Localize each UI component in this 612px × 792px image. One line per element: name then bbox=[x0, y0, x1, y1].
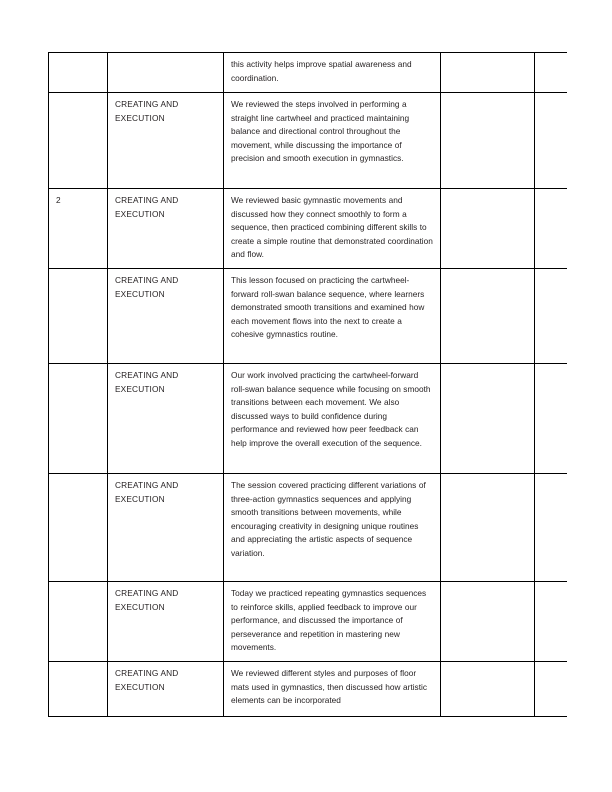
cell-reflection bbox=[441, 93, 535, 189]
cell-reflection bbox=[441, 363, 535, 473]
cell-reflection bbox=[441, 189, 535, 269]
cell-description: Today we practiced repeating gymnastics sequences to reinforce skills, applied feedback to improve our performance, and discussed the importance of perseverance and repetition in mastering new movements. bbox=[224, 581, 441, 661]
cell-strand bbox=[108, 53, 224, 93]
table-body bbox=[49, 53, 567, 717]
cell-week bbox=[49, 53, 108, 93]
cell-week bbox=[49, 93, 108, 189]
cell-reflection bbox=[441, 473, 535, 581]
lesson-record-table bbox=[48, 52, 567, 717]
cell-strand: CREATING AND EXECUTION bbox=[108, 473, 224, 581]
table-row bbox=[49, 53, 567, 93]
cell-strand: CREATING AND EXECUTION bbox=[108, 268, 224, 363]
cell-description: Our work involved practicing the cartwheel-forward roll-swan balance sequence while focusing on smooth transitions between each movement. We also discussed ways to build confidence during performance and reviewed how peer feedback can help improve the overall execution of the sequence. bbox=[224, 363, 441, 473]
cell-week bbox=[49, 473, 108, 581]
cell-reflection bbox=[441, 581, 535, 661]
cell-remarks bbox=[535, 661, 567, 716]
cell-remarks bbox=[535, 473, 567, 581]
cell-description: We reviewed the steps involved in performing a straight line cartwheel and practiced maintaining balance and directional control throughout the movement, while discussing the importance of precision and smooth execution in gymnastics. bbox=[224, 93, 441, 189]
cell-description: We reviewed basic gymnastic movements and discussed how they connect smoothly to form a sequence, then practiced combining different skills to create a simple routine that demonstrated coordination and flow. bbox=[224, 189, 441, 269]
table-row bbox=[49, 581, 567, 661]
cell-reflection bbox=[441, 661, 535, 716]
table-row bbox=[49, 661, 567, 716]
cell-strand: CREATING AND EXECUTION bbox=[108, 363, 224, 473]
cell-week bbox=[49, 268, 108, 363]
cell-strand: CREATING AND EXECUTION bbox=[108, 581, 224, 661]
table-row bbox=[49, 189, 567, 269]
table-row bbox=[49, 473, 567, 581]
cell-description: We reviewed different styles and purposes of floor mats used in gymnastics, then discussed how artistic elements can be incorporated bbox=[224, 661, 441, 716]
cell-week bbox=[49, 581, 108, 661]
cell-week bbox=[49, 363, 108, 473]
cell-strand: CREATING AND EXECUTION bbox=[108, 189, 224, 269]
cell-remarks bbox=[535, 363, 567, 473]
cell-remarks bbox=[535, 268, 567, 363]
cell-remarks bbox=[535, 189, 567, 269]
table-row bbox=[49, 363, 567, 473]
cell-reflection bbox=[441, 53, 535, 93]
table-row bbox=[49, 268, 567, 363]
cell-reflection bbox=[441, 268, 535, 363]
cell-remarks bbox=[535, 581, 567, 661]
cell-strand: CREATING AND EXECUTION bbox=[108, 661, 224, 716]
cell-description: The session covered practicing different variations of three-action gymnastics sequences and applying smooth transitions between movements, while encouraging creativity in designing unique routines and appreciating the artistic aspects of sequence variation. bbox=[224, 473, 441, 581]
cell-remarks bbox=[535, 53, 567, 93]
cell-week bbox=[49, 661, 108, 716]
cell-week: 2 bbox=[49, 189, 108, 269]
cell-description: this activity helps improve spatial awareness and coordination. bbox=[224, 53, 441, 93]
cell-remarks bbox=[535, 93, 567, 189]
table-row bbox=[49, 93, 567, 189]
cell-strand: CREATING AND EXECUTION bbox=[108, 93, 224, 189]
cell-description: This lesson focused on practicing the cartwheel-forward roll-swan balance sequence, where learners demonstrated smooth transitions and examined how each movement flows into the next to create a cohesive gymnastics routine. bbox=[224, 268, 441, 363]
